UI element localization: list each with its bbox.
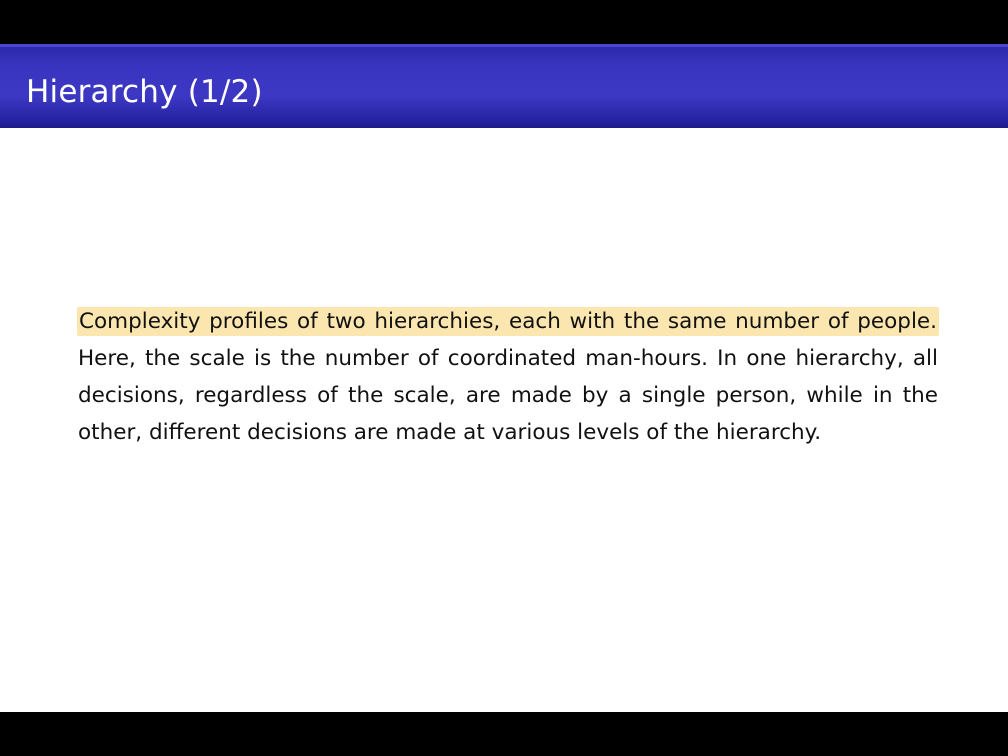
highlighted-sentence: Complexity profiles of two hierarchies, each with the same number of people. (79, 309, 937, 334)
slide-title: Hierarchy (1/2) (26, 74, 263, 110)
body-remainder-text: Here, the scale is the number of coordinated man-hours. In one hierarchy, all decisions, regardless of the scale, are made by a single person, while in the other, different decisions are made at various levels of the hierarchy. (78, 346, 938, 445)
top-letterbox-bar (0, 0, 1008, 44)
slide-content-area (0, 128, 1008, 712)
slide-body-paragraph (78, 303, 938, 451)
bottom-letterbox-bar (0, 712, 1008, 756)
